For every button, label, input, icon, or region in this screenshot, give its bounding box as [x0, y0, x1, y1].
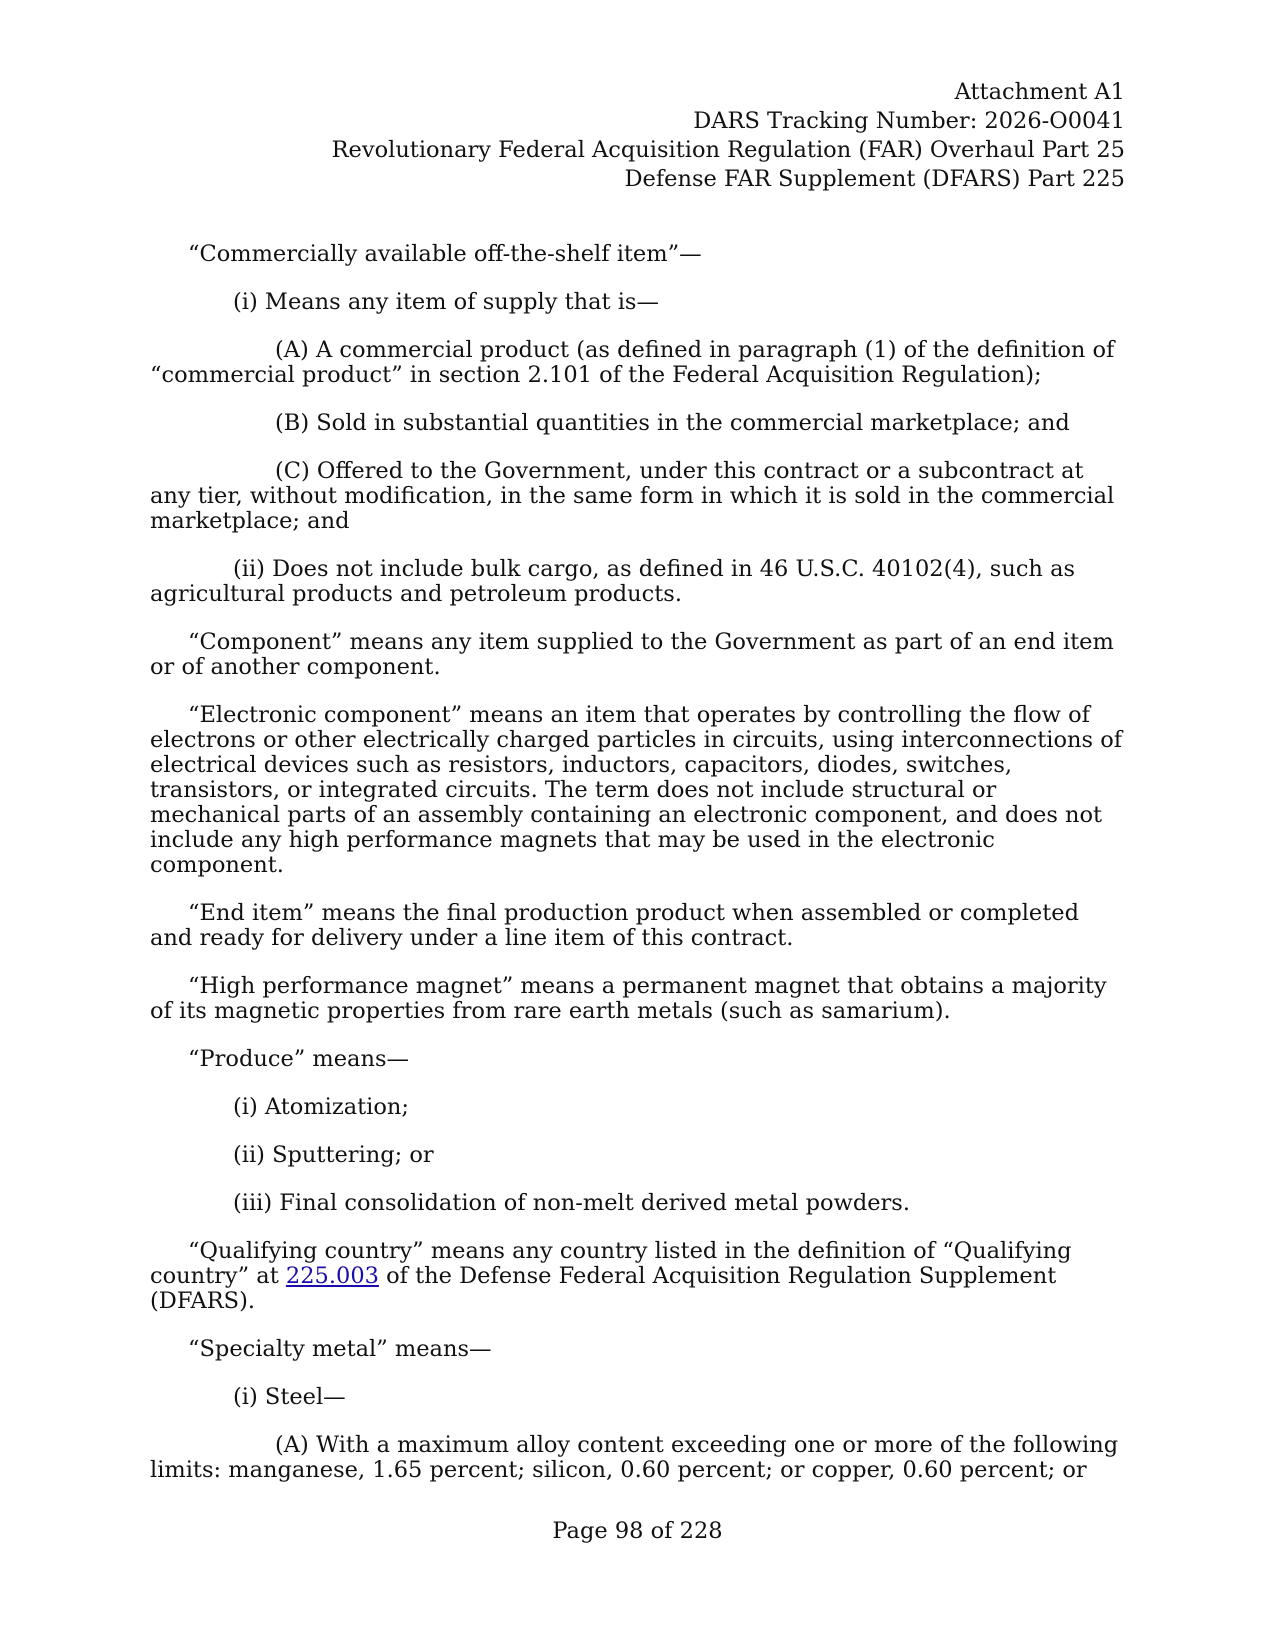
header-attachment: Attachment A1 — [954, 79, 1125, 105]
qualifying-country-text-before: “Qualifying country” means any country listed in the definition of “Qualifying country” at — [150, 1238, 1072, 1289]
definition-specialty-metal: “Specialty metal” means— — [188, 1336, 492, 1362]
cots-subparagraph-B: (B) Sold in substantial quantities in the commercial marketplace; and — [275, 410, 1070, 436]
produce-subparagraph-ii: (ii) Sputtering; or — [233, 1142, 434, 1168]
document-body — [150, 242, 1125, 1506]
cots-subparagraph-i: (i) Means any item of supply that is— — [233, 289, 659, 315]
header-far-part: Revolutionary Federal Acquisition Regulation (FAR) Overhaul Part 25 — [331, 137, 1125, 163]
produce-subparagraph-iii: (iii) Final consolidation of non-melt derived metal powders. — [233, 1190, 911, 1216]
cots-subparagraph-C: (C) Offered to the Government, under this contract or a subcontract at any tier, without modification, in the same form in which it is sold in the commercial marketplace; and — [150, 458, 1115, 534]
definition-high-performance-magnet: “High performance magnet” means a permanent magnet that obtains a majority of its magnetic properties from rare earth metals (such as samarium). — [150, 973, 1107, 1024]
page-number: Page 98 of 228 — [552, 1518, 723, 1544]
definition-component: “Component” means any item supplied to the Government as part of an end item or of another component. — [150, 629, 1114, 680]
cots-subparagraph-A: (A) A commercial product (as defined in paragraph (1) of the definition of “commercial product” in section 2.101 of the Federal Acquisition Regulation); — [150, 337, 1115, 388]
definition-qualifying-country — [150, 1239, 1125, 1314]
definition-end-item: “End item” means the final production product when assembled or completed and ready for delivery under a line item of this contract. — [150, 900, 1080, 951]
page-header — [332, 78, 1125, 194]
dfars-225-003-link[interactable]: 225.003 — [285, 1263, 379, 1289]
produce-subparagraph-i: (i) Atomization; — [233, 1094, 410, 1120]
specialty-metal-subparagraph-A: (A) With a maximum alloy content exceeding one or more of the following limits: manganese, 1.65 percent; silicon, 0.60 percent; or copper, 0.60 percent; or — [150, 1432, 1119, 1483]
definition-electronic-component: “Electronic component” means an item that operates by controlling the flow of electrons or other electrically charged particles in circuits, using interconnections of electrical devices such as resistors, inductors, capacitors, diodes, switches, transistors, or integrated circuits. The term does not include structural or mechanical parts of an assembly containing an electronic component, and does not include any high performance magnets that may be used in the electronic component. — [150, 702, 1123, 878]
cots-subparagraph-ii: (ii) Does not include bulk cargo, as defined in 46 U.S.C. 40102(4), such as agricultural products and petroleum products. — [150, 556, 1076, 607]
qualifying-country-text-after: of the Defense Federal Acquisition Regulation Supplement (DFARS). — [150, 1263, 1057, 1314]
header-dfars-part: Defense FAR Supplement (DFARS) Part 225 — [624, 166, 1125, 192]
definition-cots-item: “Commercially available off-the-shelf item”— — [188, 241, 702, 267]
specialty-metal-subparagraph-i: (i) Steel— — [233, 1384, 346, 1410]
definition-produce: “Produce” means— — [188, 1046, 410, 1072]
header-tracking-number: DARS Tracking Number: 2026-O0041 — [693, 108, 1125, 134]
